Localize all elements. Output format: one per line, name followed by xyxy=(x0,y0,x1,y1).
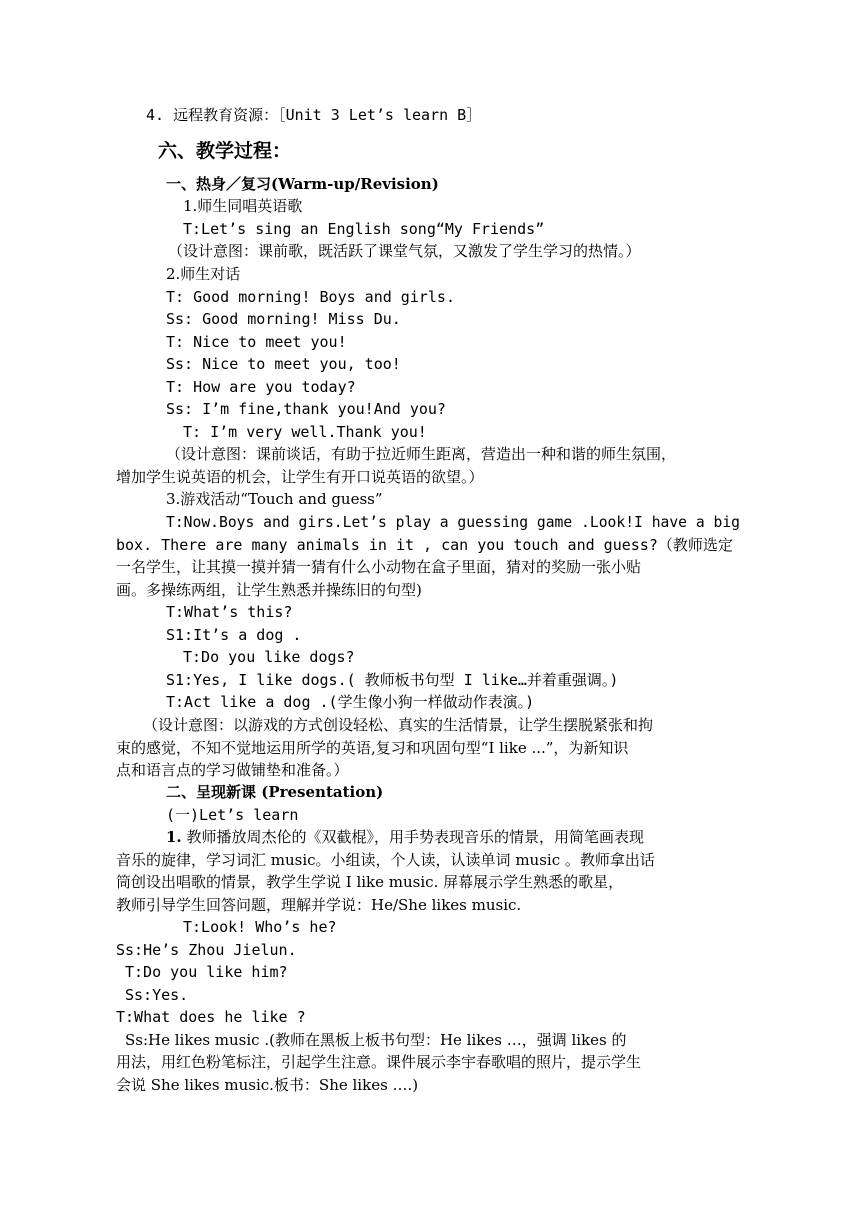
step3-dialogue-line: S1:It’s a dog . xyxy=(166,626,302,644)
step1-line: T:Let’s sing an English song“My Friends” xyxy=(183,220,545,238)
step3-dialogue-line: S1:Yes, I like dogs.( 教师板书句型 I like…并着重强调。) xyxy=(166,671,619,689)
step2-intent-line: （设计意图：课前谈话，有助于拉近师生距离，营造出一种和谐的师生氛围， xyxy=(166,445,677,463)
dialogue-line: T: How are you today? xyxy=(166,378,356,396)
step3-dialogue-line: T:Do you like dogs? xyxy=(183,648,355,666)
step3-intent-line: 点和语言点的学习做铺垫和准备。） xyxy=(116,761,349,779)
dialogue-line: T: Good morning! Boys and girls. xyxy=(166,288,455,306)
presentation-dialogue-line: T:Look! Who’s he? xyxy=(183,918,337,936)
step3-dialogue-line: T:Act like a dog .(学生像小狗一样做动作表演。) xyxy=(166,693,535,711)
final-paragraph-line: Ss:He likes music .(教师在黑板上板书句型：He likes …，强调 likes 的 xyxy=(125,1031,627,1049)
dialogue-line: Ss: Nice to meet you, too! xyxy=(166,355,401,373)
warmup-heading: 一、热身／复习(Warm-up/Revision) xyxy=(166,175,439,193)
presentation-subheading: (一)Let’s learn xyxy=(166,806,299,824)
step3-intent-line: 束的感觉，不知不觉地运用所学的英语,复习和巩固句型“I like ...”，为新知识 xyxy=(116,739,629,757)
step2-title: 2.师生对话 xyxy=(166,265,241,283)
dialogue-line: Ss: I’m fine,thank you!And you? xyxy=(166,400,446,418)
step3-para-line: 画。多操练两组，让学生熟悉并操练旧的句型) xyxy=(116,581,422,599)
dialogue-line: T: I’m very well.Thank you! xyxy=(183,423,427,441)
item1-text: 教师播放周杰伦的《双截棍》，用手势表现音乐的情景，用简笔画表现 xyxy=(181,828,644,846)
presentation-dialogue-line: Ss:He’s Zhou Jielun. xyxy=(116,941,297,959)
step3-para-line: T:Now.Boys and girs.Let’s play a guessing game .Look!I have a big xyxy=(166,513,740,531)
section-title: 六、教学过程： xyxy=(158,140,292,162)
item1-paragraph-line: 音乐的旋律，学习词汇 music。小组读，个人读，认读单词 music 。教师拿出话 xyxy=(116,851,655,869)
step3-para-line: box. There are many animals in it , can you touch and guess?（教师选定 xyxy=(116,536,733,554)
step3-title: 3.游戏活动“Touch and guess” xyxy=(166,490,383,508)
item1-paragraph-line: 筒创设出唱歌的情景，教学生学说 I like music. 屏幕展示学生熟悉的歌星， xyxy=(116,873,624,891)
item1-paragraph-line xyxy=(166,826,644,848)
step1-intent: （设计意图：课前歌，既活跃了课堂气氛，又激发了学生学习的热情。） xyxy=(168,242,641,260)
step1-title: 1.师生同唱英语歌 xyxy=(183,197,303,215)
step3-intent-line: （设计意图：以游戏的方式创设轻松、真实的生活情景，让学生摆脱紧张和拘 xyxy=(143,716,654,734)
final-paragraph-line: 会说 She likes music.板书：She likes ….) xyxy=(116,1076,419,1094)
presentation-heading: 二、呈现新课 (Presentation) xyxy=(166,783,384,801)
presentation-dialogue-line: T:Do you like him? xyxy=(125,963,288,981)
dialogue-line: T: Nice to meet you! xyxy=(166,333,347,351)
presentation-dialogue-line: T:What does he like ? xyxy=(116,1008,306,1026)
step2-intent-line: 增加学生说英语的机会，让学生有开口说英语的欲望。） xyxy=(116,468,484,486)
final-paragraph-line: 用法，用红色粉笔标注，引起学生注意。课件展示李宇春歌唱的照片，提示学生 xyxy=(116,1053,642,1071)
dialogue-line: Ss: Good morning! Miss Du. xyxy=(166,310,401,328)
item1-number: 1. xyxy=(166,828,182,846)
step3-para-line: 一名学生，让其摸一摸并猜一猜有什么小动物在盒子里面，猜对的奖励一张小贴 xyxy=(116,558,642,576)
step3-dialogue-line: T:What’s this? xyxy=(166,603,293,621)
item1-paragraph-line: 教师引导学生回答问题，理解并学说：He/She likes music. xyxy=(116,896,522,914)
resource-line: 4. 远程教育资源：［Unit 3 Let’s learn B］ xyxy=(146,106,482,124)
presentation-dialogue-line: Ss:Yes. xyxy=(125,986,189,1004)
